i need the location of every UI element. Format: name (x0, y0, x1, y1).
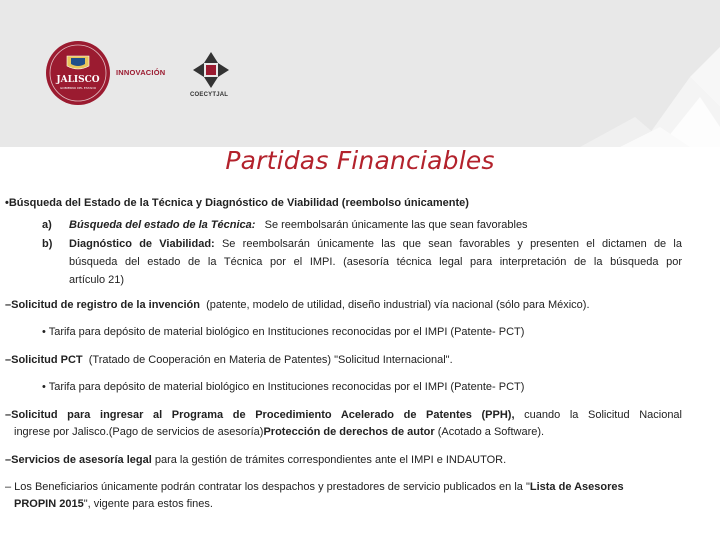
bullet5-line (5, 454, 506, 467)
jalisco-logo-subtext: GOBIERNO DEL ESTADO (59, 86, 97, 90)
bullet2-text: (patente, modelo de utilidad, diseño industrial) vía nacional (sólo para México). (206, 299, 590, 311)
bullet3-line (5, 354, 453, 367)
bullet6-text1: – Los Beneficiarios únicamente podrán contratar los despachos y prestadores de servicio publicados en la " (5, 481, 530, 493)
bullet2-sub: • Tarifa para depósito de material biológico en Instituciones reconocidas por el IMPI (Patente- PCT) (42, 326, 525, 338)
item-b-label: Diagnóstico de Viabilidad: (69, 238, 215, 250)
page-title: Partidas Financiables (225, 146, 495, 175)
bullet6-label2: PROPIN 2015 (14, 498, 84, 510)
jalisco-seal-icon (45, 40, 111, 106)
bullet2-label: –Solicitud de registro de la invención (5, 299, 200, 311)
bullet6-label: Lista de Asesores (529, 481, 624, 493)
item-b-letter: b) (42, 238, 53, 250)
bullet4-line2 (14, 426, 544, 439)
bullet6-line2 (14, 498, 213, 511)
bullet2-line (5, 299, 590, 312)
item-b-line2: búsqueda del estado de la Técnica por el IMPI. (asesoría técnica legal para interpretación de la búsqueda por (69, 256, 682, 268)
bullet3-sub: • Tarifa para depósito de material biológico en Instituciones reconocidas por el IMPI (Patente- PCT) (42, 381, 525, 393)
bullet6-text2: ", vigente para estos fines. (83, 498, 213, 510)
bullet4-line1 (5, 409, 682, 422)
coecytjal-label: COECYTJAL (190, 92, 229, 98)
bullet4-text2: ingrese por Jalisco.(Pago de servicios de asesoría) (14, 426, 264, 438)
item-a-label: Búsqueda del estado de la Técnica: (69, 219, 256, 231)
item-b-text-line1: Se reembolsarán únicamente las que sean favorables y presenten el dictamen de la (221, 238, 682, 250)
bullet4-label2: Protección de derechos de autor (263, 426, 435, 438)
bullet5-text: para la gestión de trámites correspondientes ante el IMPI e INDAUTOR. (154, 454, 507, 466)
item-b-line1 (69, 238, 682, 251)
item-b-line3: artículo 21) (69, 274, 125, 286)
innovacion-label: INNOVACIÓN (116, 68, 166, 77)
coecytjal-logo-icon (191, 50, 231, 90)
bullet4-text1: cuando la Solicitud Nacional (524, 409, 682, 421)
bullet4-label: –Solicitud para ingresar al Programa de Procedimiento Acelerado de Patentes (PPH), (5, 409, 515, 421)
bullet3-text: (Tratado de Cooperación en Materia de Patentes) "Solicitud Internacional". (88, 354, 453, 366)
bullet4-text3: (Acotado a Software). (437, 426, 545, 438)
bullet1-heading: •Búsqueda del Estado de la Técnica y Diagnóstico de Viabilidad (reembolso únicamente) (5, 197, 469, 209)
item-a-letter: a) (42, 219, 52, 231)
bullet6-line1 (5, 481, 624, 494)
header-band (0, 0, 720, 147)
item-a-line (69, 219, 528, 232)
bullet3-label: –Solicitud PCT (5, 354, 83, 366)
item-a-text: Se reembolsarán únicamente las que sean favorables (264, 219, 528, 231)
jalisco-logo-text: JALISCO (56, 75, 100, 85)
decorative-polygon-pattern (460, 37, 720, 147)
bullet5-label: –Servicios de asesoría legal (5, 454, 152, 466)
